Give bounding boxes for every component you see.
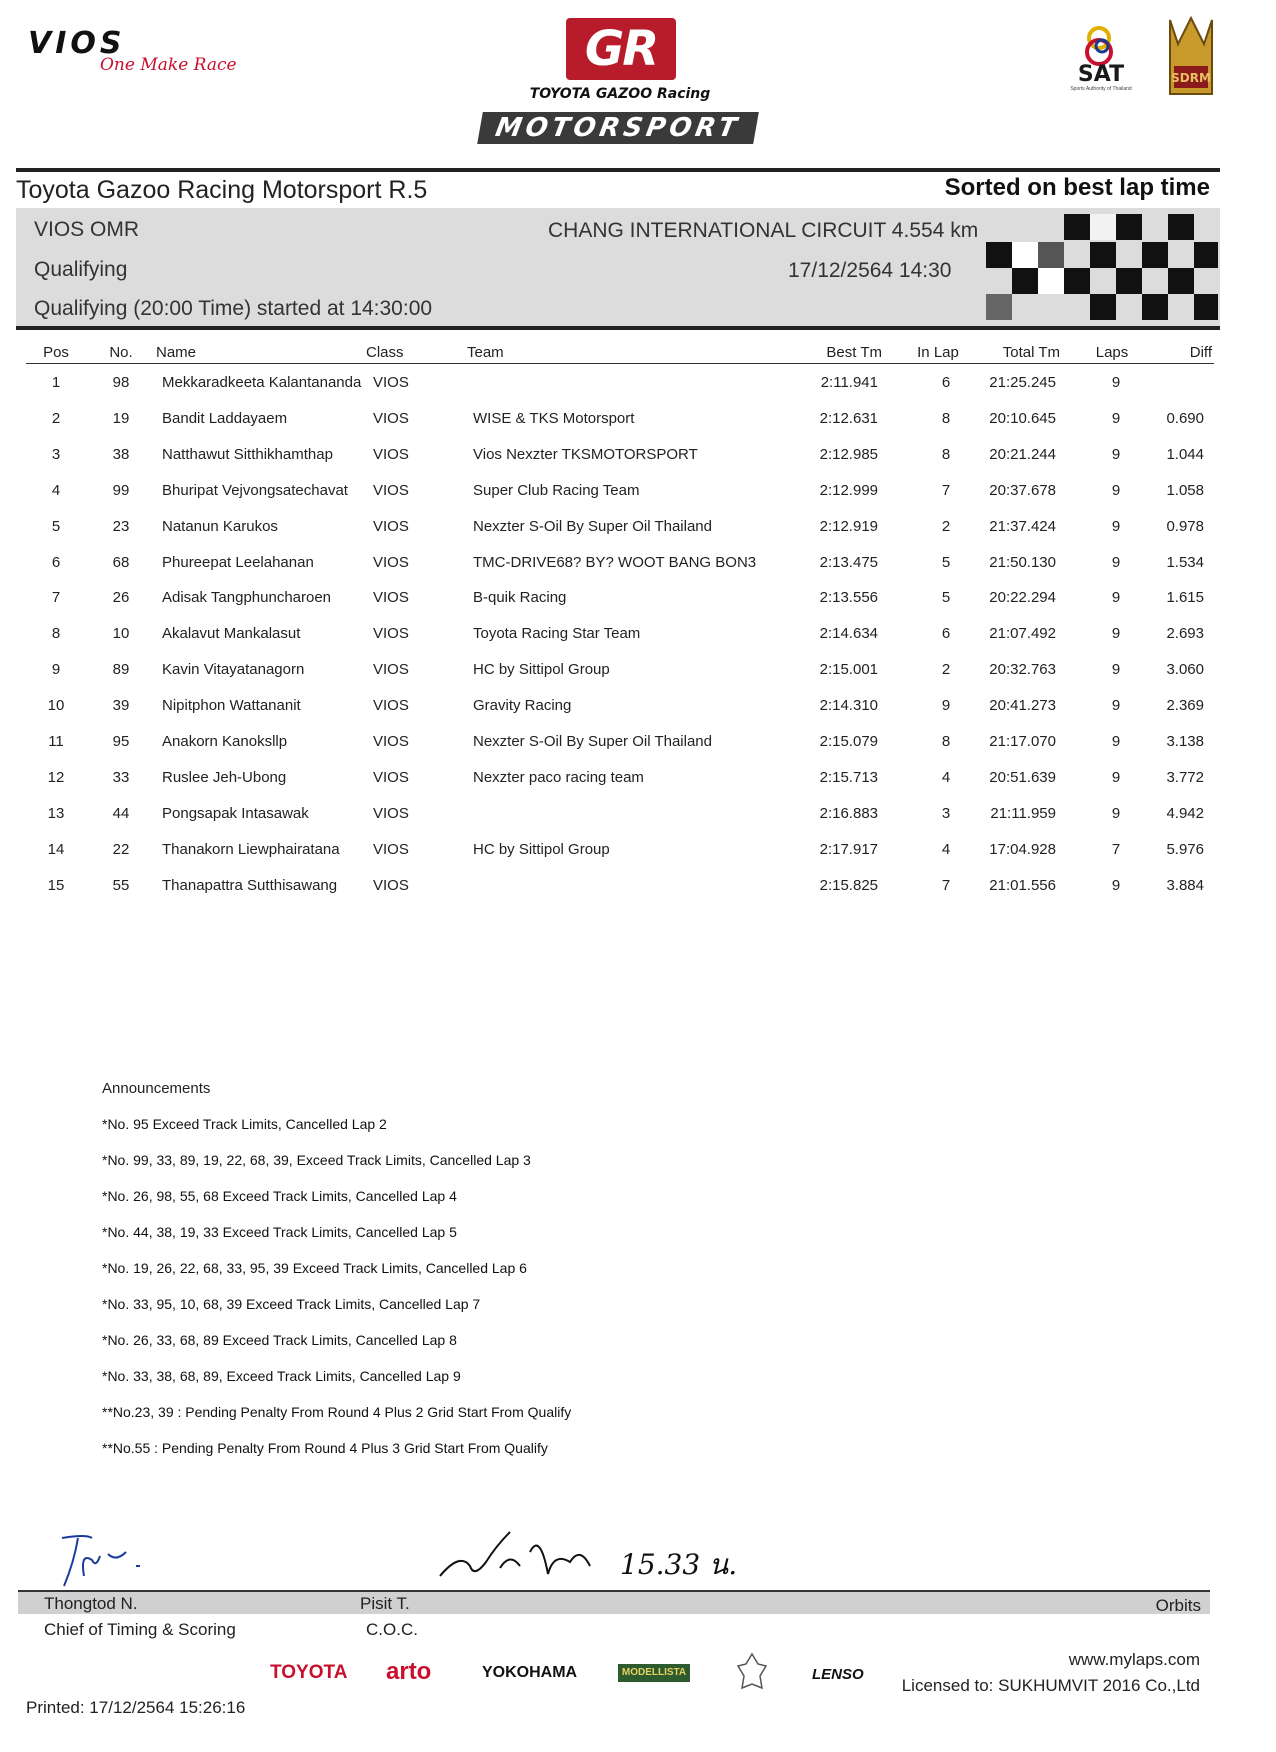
- cell-laps: 9: [1111, 805, 1121, 822]
- cell-diff: 1.534: [1166, 554, 1204, 571]
- signature-1: [56, 1532, 176, 1588]
- cell-total: 20:10.645: [989, 410, 1056, 427]
- cell-inlap: 7: [941, 877, 951, 894]
- cell-name: Bandit Laddayaem: [162, 410, 288, 427]
- cell-team: WISE & TKS Motorsport: [473, 410, 635, 427]
- cell-no: 38: [112, 446, 130, 463]
- cell-class: VIOS: [373, 805, 409, 822]
- sort-note: Sorted on best lap time: [944, 174, 1210, 201]
- cell-total: 20:51.639: [989, 769, 1056, 786]
- cell-best: 2:14.310: [819, 697, 878, 714]
- cell-no: 44: [112, 805, 130, 822]
- cell-class: VIOS: [373, 410, 409, 427]
- cell-diff: 3.138: [1166, 733, 1204, 750]
- cell-class: VIOS: [373, 661, 409, 678]
- printed-timestamp: Printed: 17/12/2564 15:26:16: [26, 1698, 246, 1717]
- cell-inlap: 6: [941, 625, 951, 642]
- cell-diff: 5.976: [1166, 841, 1204, 858]
- cell-inlap: 5: [941, 554, 951, 571]
- cell-inlap: 8: [941, 410, 951, 427]
- cell-pos: 4: [51, 482, 61, 499]
- cell-team: Super Club Racing Team: [473, 482, 640, 499]
- cell-name: Akalavut Mankalasut: [162, 625, 301, 642]
- circuit-name: CHANG INTERNATIONAL CIRCUIT 4.554 km: [548, 219, 979, 242]
- col-class: Class: [366, 344, 404, 361]
- cell-best: 2:15.825: [819, 877, 878, 894]
- header-rule: [26, 363, 1214, 364]
- cell-laps: 9: [1111, 518, 1121, 535]
- cell-total: 21:37.424: [989, 518, 1056, 535]
- cell-name: Pongsapak Intasawak: [162, 805, 309, 822]
- cell-class: VIOS: [373, 374, 409, 391]
- cell-name: Adisak Tangphuncharoen: [162, 589, 332, 606]
- cell-class: VIOS: [373, 589, 409, 606]
- cell-diff: 3.772: [1166, 769, 1204, 786]
- cell-total: 20:41.273: [989, 697, 1056, 714]
- sdrm-logo-text: SDRM: [1171, 71, 1211, 85]
- cell-no: 55: [112, 877, 130, 894]
- cell-diff: 2.369: [1166, 697, 1204, 714]
- cell-pos: 3: [51, 446, 61, 463]
- cell-laps: 9: [1111, 374, 1121, 391]
- cell-pos: 2: [51, 410, 61, 427]
- session-name: Qualifying: [34, 258, 128, 281]
- cell-best: 2:15.079: [819, 733, 878, 750]
- cell-laps: 9: [1111, 446, 1121, 463]
- cell-laps: 9: [1111, 769, 1121, 786]
- cell-name: Natanun Karukos: [162, 518, 278, 535]
- cell-no: 39: [112, 697, 130, 714]
- system-name: Orbits: [1155, 1596, 1201, 1615]
- cell-total: 21:50.130: [989, 554, 1056, 571]
- announcement-item: *No. 33, 95, 10, 68, 39 Exceed Track Limits, Cancelled Lap 7: [102, 1296, 481, 1312]
- cell-name: Anakorn Kanoksllp: [162, 733, 288, 750]
- cell-no: 89: [112, 661, 130, 678]
- cell-total: 20:22.294: [989, 589, 1056, 606]
- cell-no: 33: [112, 769, 130, 786]
- sponsor-emblem-icon: [734, 1652, 770, 1694]
- cell-total: 20:32.763: [989, 661, 1056, 678]
- cell-inlap: 8: [941, 733, 951, 750]
- cell-class: VIOS: [373, 625, 409, 642]
- announcements-title: Announcements: [102, 1080, 211, 1097]
- cell-team: Toyota Racing Star Team: [473, 625, 641, 642]
- col-best: Best Tm: [826, 344, 882, 361]
- cell-best: 2:13.475: [819, 554, 878, 571]
- cell-pos: 13: [47, 805, 65, 822]
- cell-best: 2:17.917: [819, 841, 878, 858]
- cell-pos: 12: [47, 769, 65, 786]
- cell-inlap: 7: [941, 482, 951, 499]
- cell-name: Kavin Vitayatanagorn: [162, 661, 305, 678]
- cell-no: 95: [112, 733, 130, 750]
- cell-team: Nexzter S-Oil By Super Oil Thailand: [473, 733, 712, 750]
- cell-total: 21:25.245: [989, 374, 1056, 391]
- cell-inlap: 2: [941, 661, 951, 678]
- cell-name: Bhuripat Vejvongsatechavat: [162, 482, 348, 499]
- cell-best: 2:15.001: [819, 661, 878, 678]
- cell-best: 2:14.634: [819, 625, 878, 642]
- sponsor-yokohama: YOKOHAMA: [482, 1664, 578, 1681]
- website: www.mylaps.com: [1068, 1650, 1200, 1669]
- cell-name: Mekkaradkeeta Kalantananda: [162, 374, 362, 391]
- announcement-item: *No. 19, 26, 22, 68, 33, 95, 39 Exceed Track Limits, Cancelled Lap 6: [102, 1260, 527, 1276]
- cell-pos: 7: [51, 589, 61, 606]
- cell-total: 21:11.959: [990, 805, 1056, 822]
- cell-name: Ruslee Jeh-Ubong: [162, 769, 287, 786]
- sponsor-arto: arto: [386, 1658, 432, 1685]
- checkered-flag-icon: [956, 210, 1218, 326]
- cell-no: 10: [112, 625, 130, 642]
- announcement-item: *No. 44, 38, 19, 33 Exceed Track Limits, Cancelled Lap 5: [102, 1224, 457, 1240]
- cell-class: VIOS: [373, 554, 409, 571]
- cell-best: 2:12.999: [819, 482, 878, 499]
- cell-no: 19: [112, 410, 130, 427]
- cell-team: HC by Sittipol Group: [473, 841, 610, 858]
- cell-inlap: 9: [941, 697, 951, 714]
- cell-inlap: 4: [941, 769, 951, 786]
- cell-total: 17:04.928: [989, 841, 1056, 858]
- cell-no: 98: [112, 374, 130, 391]
- cell-diff: 1.615: [1166, 589, 1204, 606]
- motorsport-banner: MOTORSPORT: [477, 112, 759, 144]
- announcement-item: **No.55 : Pending Penalty From Round 4 Plus 3 Grid Start From Qualify: [102, 1440, 548, 1456]
- cell-no: 26: [112, 589, 130, 606]
- cell-class: VIOS: [373, 446, 409, 463]
- cell-class: VIOS: [373, 518, 409, 535]
- cell-total: 20:37.678: [989, 482, 1056, 499]
- cell-pos: 5: [51, 518, 61, 535]
- info-rule: [16, 326, 1220, 330]
- sdrm-logo-icon: [1166, 14, 1216, 96]
- signature-2: [430, 1522, 770, 1592]
- cell-laps: 9: [1111, 482, 1121, 499]
- cell-pos: 10: [47, 697, 65, 714]
- cell-best: 2:12.631: [819, 410, 878, 427]
- class-name: VIOS OMR: [34, 218, 140, 241]
- cell-inlap: 3: [941, 805, 951, 822]
- cell-total: 21:07.492: [989, 625, 1056, 642]
- cell-diff: 1.044: [1166, 446, 1204, 463]
- cell-best: 2:16.883: [819, 805, 878, 822]
- cell-pos: 15: [47, 877, 65, 894]
- license: Licensed to: SUKHUMVIT 2016 Co.,Ltd: [901, 1676, 1200, 1695]
- gr-logo: GR: [584, 21, 658, 77]
- vios-tagline: One Make Race: [100, 55, 237, 75]
- event-title: Toyota Gazoo Racing Motorsport R.5: [16, 176, 428, 204]
- announcement-item: *No. 26, 98, 55, 68 Exceed Track Limits, Cancelled Lap 4: [102, 1188, 457, 1204]
- announcement-item: *No. 95 Exceed Track Limits, Cancelled Lap 2: [102, 1116, 387, 1132]
- cell-inlap: 4: [941, 841, 951, 858]
- sat-logo-text: SAT: [1077, 62, 1125, 87]
- sponsor-modellista: MODELLISTA: [618, 1664, 690, 1682]
- cell-pos: 6: [51, 554, 61, 571]
- col-team: Team: [467, 344, 504, 361]
- cell-diff: 0.978: [1166, 518, 1204, 535]
- cell-pos: 11: [48, 733, 64, 750]
- cell-inlap: 8: [941, 446, 951, 463]
- announcement-item: *No. 99, 33, 89, 19, 22, 68, 39, Exceed Track Limits, Cancelled Lap 3: [102, 1152, 531, 1168]
- cell-best: 2:13.556: [819, 589, 878, 606]
- cell-best: 2:15.713: [819, 769, 878, 786]
- col-name: Name: [156, 344, 197, 361]
- sat-caption: Sports Authority of Thailand: [1070, 86, 1132, 92]
- col-laps: Laps: [1095, 344, 1129, 361]
- cell-best: 2:12.919: [819, 518, 878, 535]
- cell-class: VIOS: [373, 733, 409, 750]
- cell-class: VIOS: [373, 769, 409, 786]
- cell-pos: 9: [51, 661, 61, 678]
- official-1-role: Chief of Timing & Scoring: [44, 1620, 236, 1639]
- cell-laps: 9: [1111, 697, 1121, 714]
- cell-inlap: 5: [941, 589, 951, 606]
- cell-class: VIOS: [373, 697, 409, 714]
- cell-class: VIOS: [373, 841, 409, 858]
- col-total: Total Tm: [1002, 344, 1060, 361]
- cell-class: VIOS: [373, 482, 409, 499]
- cell-team: HC by Sittipol Group: [473, 661, 610, 678]
- cell-pos: 8: [51, 625, 61, 642]
- cell-no: 22: [112, 841, 130, 858]
- cell-no: 68: [112, 554, 130, 571]
- cell-inlap: 6: [941, 374, 951, 391]
- cell-diff: 0.690: [1166, 410, 1204, 427]
- announcement-item: *No. 33, 38, 68, 89, Exceed Track Limits, Cancelled Lap 9: [102, 1368, 461, 1384]
- sponsor-toyota: TOYOTA: [270, 1662, 348, 1683]
- sponsor-lenso: LENSO: [812, 1666, 864, 1683]
- cell-laps: 9: [1111, 877, 1121, 894]
- cell-total: 21:17.070: [989, 733, 1056, 750]
- cell-diff: 2.693: [1166, 625, 1204, 642]
- col-diff: Diff: [1189, 344, 1212, 361]
- official-2-name: Pisit T.: [360, 1594, 410, 1613]
- session-detail: Qualifying (20:00 Time) started at 14:30:00: [34, 297, 433, 320]
- cell-name: Nipitphon Wattananit: [162, 697, 301, 714]
- vios-logo: VIOS: [28, 26, 126, 61]
- cell-class: VIOS: [373, 877, 409, 894]
- cell-team: Vios Nexzter TKSMOTORSPORT: [473, 446, 698, 463]
- official-2-role: C.O.C.: [366, 1620, 418, 1639]
- cell-best: 2:11.941: [820, 374, 878, 391]
- cell-no: 23: [112, 518, 130, 535]
- tgr-name: TOYOTA GAZOO Racing: [529, 86, 711, 102]
- announcement-item: **No.23, 39 : Pending Penalty From Round 4 Plus 2 Grid Start From Qualify: [102, 1404, 572, 1420]
- col-pos: Pos: [43, 344, 69, 361]
- cell-no: 99: [112, 482, 130, 499]
- cell-diff: 3.060: [1166, 661, 1204, 678]
- announcement-item: *No. 26, 33, 68, 89 Exceed Track Limits, Cancelled Lap 8: [102, 1332, 457, 1348]
- signature-2-time: 15.33 น.: [620, 1548, 738, 1581]
- session-datetime: 17/12/2564 14:30: [788, 259, 952, 282]
- cell-best: 2:12.985: [819, 446, 878, 463]
- cell-inlap: 2: [941, 518, 951, 535]
- col-inlap: In Lap: [917, 344, 959, 361]
- cell-laps: 7: [1111, 841, 1121, 858]
- cell-total: 20:21.244: [989, 446, 1056, 463]
- cell-laps: 9: [1111, 733, 1121, 750]
- cell-laps: 9: [1111, 410, 1121, 427]
- cell-pos: 1: [51, 374, 61, 391]
- cell-name: Thanakorn Liewphairatana: [162, 841, 340, 858]
- col-no: No.: [109, 344, 133, 361]
- cell-name: Thanapattra Sutthisawang: [162, 877, 338, 894]
- cell-name: Phureepat Leelahanan: [162, 554, 314, 571]
- cell-team: Gravity Racing: [473, 697, 572, 714]
- cell-laps: 9: [1111, 625, 1121, 642]
- cell-laps: 9: [1111, 589, 1121, 606]
- cell-team: Nexzter paco racing team: [473, 769, 644, 786]
- cell-diff: 3.884: [1166, 877, 1204, 894]
- cell-diff: 1.058: [1166, 482, 1204, 499]
- cell-total: 21:01.556: [989, 877, 1056, 894]
- cell-team: B-quik Racing: [473, 589, 567, 606]
- title-rule: [16, 168, 1220, 172]
- cell-pos: 14: [47, 841, 65, 858]
- cell-name: Natthawut Sitthikhamthap: [162, 446, 333, 463]
- cell-diff: 4.942: [1166, 805, 1204, 822]
- cell-team: TMC-DRIVE68? BY? WOOT BANG BON3: [473, 554, 757, 571]
- cell-team: Nexzter S-Oil By Super Oil Thailand: [473, 518, 712, 535]
- cell-laps: 9: [1111, 661, 1121, 678]
- official-1-name: Thongtod N.: [44, 1594, 138, 1613]
- cell-laps: 9: [1111, 554, 1121, 571]
- footer-bar: [18, 1592, 1210, 1614]
